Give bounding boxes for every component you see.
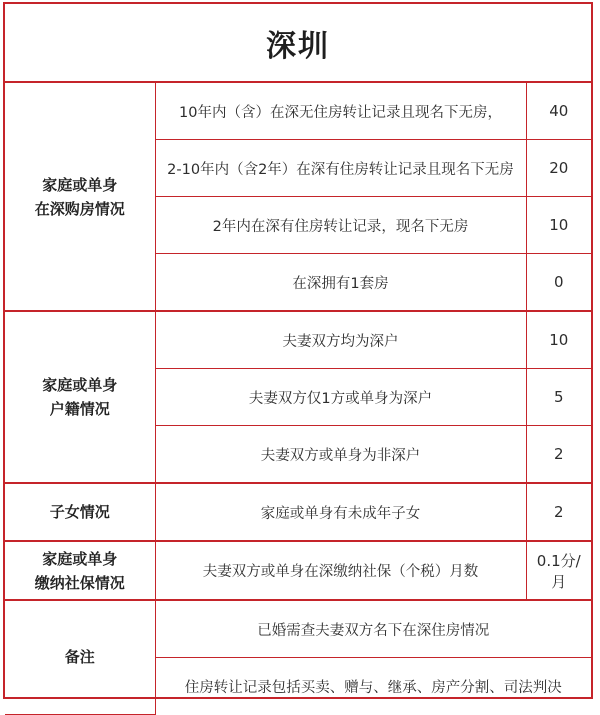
table-row xyxy=(5,483,591,541)
score-cell: 10 xyxy=(526,197,591,254)
table-row xyxy=(5,541,591,600)
category-hukou xyxy=(5,311,155,483)
category-housing xyxy=(5,83,155,311)
table-row xyxy=(5,83,591,140)
table-row xyxy=(5,311,591,369)
page-title: 深圳 xyxy=(5,4,591,83)
score-cell: 0 xyxy=(526,254,591,312)
score-cell: 2 xyxy=(526,426,591,484)
condition-cell: 夫妻双方或单身在深缴纳社保（个税）月数 xyxy=(155,541,526,600)
category-line: 子女情况 xyxy=(49,503,110,521)
condition-cell: 夫妻双方或单身为非深户 xyxy=(155,426,526,484)
condition-cell: 在深拥有1套房 xyxy=(155,254,526,312)
category-children xyxy=(5,483,155,541)
category-line: 家庭或单身 xyxy=(42,175,118,194)
note-cell: 住房转让记录包括买卖、赠与、继承、房产分割、司法判决 xyxy=(155,658,591,715)
score-cell: 2 xyxy=(526,483,591,541)
category-line: 户籍情况 xyxy=(49,400,110,418)
category-notes xyxy=(5,600,155,714)
table-row xyxy=(5,600,591,658)
score-cell: 20 xyxy=(526,140,591,197)
score-cell: 10 xyxy=(526,311,591,369)
condition-cell: 夫妻双方均为深户 xyxy=(155,311,526,369)
condition-cell: 2-10年内（含2年）在深有住房转让记录且现名下无房 xyxy=(155,140,526,197)
category-social-security xyxy=(5,541,155,600)
category-line: 家庭或单身 xyxy=(42,376,118,394)
score-cell: 40 xyxy=(526,83,591,140)
score-table xyxy=(5,83,591,715)
condition-cell: 2年内在深有住房转让记录，现名下无房 xyxy=(155,197,526,254)
score-table-frame xyxy=(3,2,593,699)
category-line: 在深购房情况 xyxy=(34,199,125,218)
score-cell: 0.1分/月 xyxy=(526,541,591,600)
condition-cell: 10年内（含）在深无住房转让记录且现名下无房， xyxy=(155,83,526,140)
category-line: 备注 xyxy=(64,648,95,667)
note-cell: 已婚需查夫妻双方名下在深住房情况 xyxy=(155,600,591,658)
category-line: 缴纳社保情况 xyxy=(34,573,125,592)
category-line: 家庭或单身 xyxy=(42,549,118,568)
score-cell: 5 xyxy=(526,369,591,426)
condition-cell: 家庭或单身有未成年子女 xyxy=(155,483,526,541)
condition-cell: 夫妻双方仅1方或单身为深户 xyxy=(155,369,526,426)
